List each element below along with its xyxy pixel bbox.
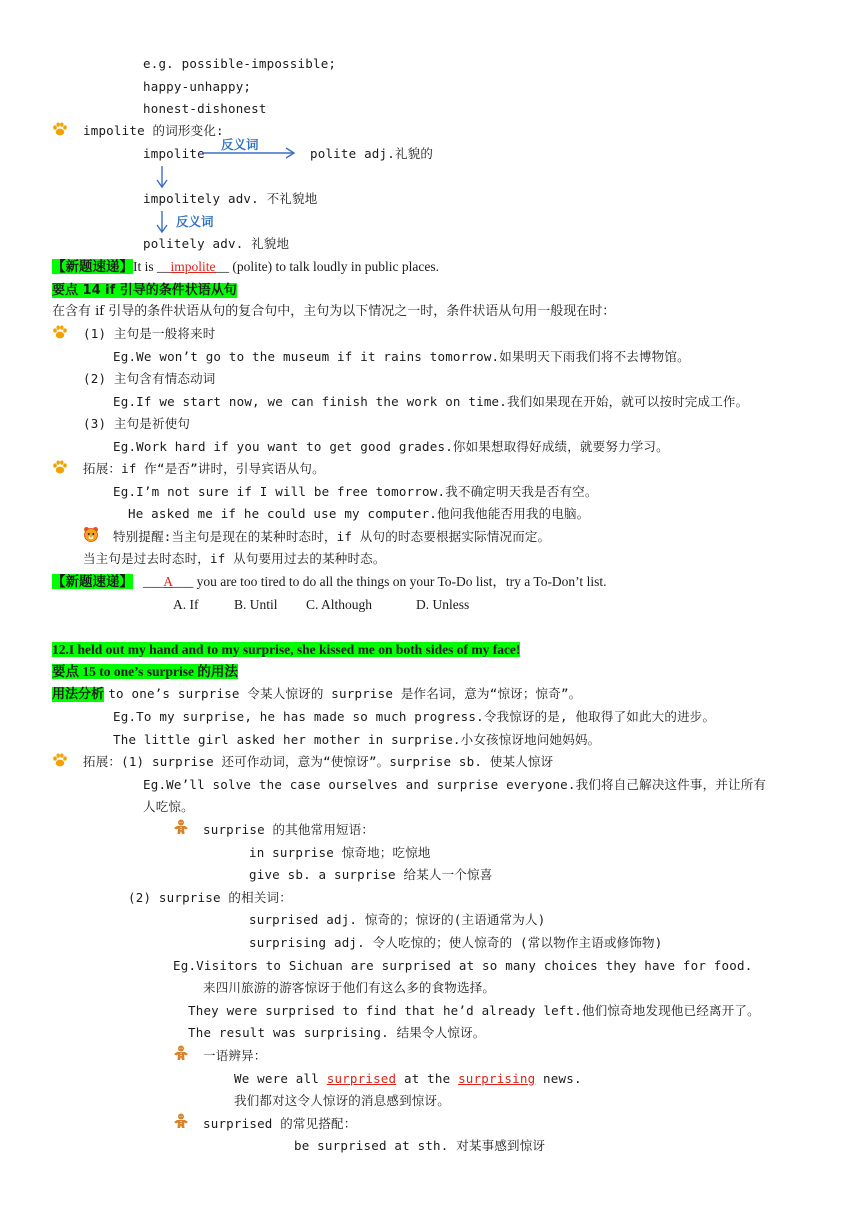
- related-word-2: surprising adj. 令人吃惊的；使人惊奇的 (常以物作主语或修饰物): [249, 935, 663, 950]
- highlight-word: surprising: [458, 1071, 536, 1086]
- example-line-3: honest-dishonest: [143, 101, 267, 116]
- answer-text: impolite: [170, 259, 216, 274]
- usage-example-1: Eg.To my surprise, he has made so much progress.令我惊讶的是, 他取得了如此大的进步。: [113, 709, 716, 724]
- paw-icon: [52, 460, 68, 474]
- special-note-2: 当主句是过去时态时，if 从句要用过去的某种时态。: [83, 551, 386, 566]
- quick-question-tag: 【新题速递】: [52, 574, 133, 589]
- highlight-word: surprised: [326, 1071, 397, 1086]
- special-note: 特别提醒:当主句是现在的某种时态时，if 从句的时态要根据实际情况而定。: [113, 529, 551, 544]
- extension-1: 拓展：if 作“是否”讲时，引导宾语从句。: [83, 461, 325, 476]
- extension-2: 拓展：(1) surprise 还可作动词，意为“使惊讶”。surprise sb. 使某人惊讶: [83, 754, 554, 769]
- phrase-2: give sb. a surprise 给某人一个惊喜: [249, 867, 493, 882]
- related-example-2: They were surprised to find that he’d already left.他们惊奇地发现他已经离开了。: [188, 1003, 760, 1018]
- word-forms-heading: impolite 的词形变化:: [83, 123, 224, 138]
- gingerbread-icon: [173, 1113, 189, 1129]
- form-impolite: impolite: [143, 146, 205, 161]
- antonym-label: 反义词: [176, 214, 214, 229]
- quick-question-1: 【新题速递】It is __impolite__ (polite) to talk loudly in public places.: [52, 259, 439, 274]
- paw-icon: [52, 325, 68, 339]
- gingerbread-icon: [173, 819, 189, 835]
- section-heading-15: 要点 15 to one’s surprise 的用法: [52, 664, 238, 679]
- related-example-3: The result was surprising. 结果令人惊讶。: [188, 1025, 486, 1040]
- down-arrow-icon: [154, 210, 170, 234]
- related-words-title: (2) surprise 的相关词：: [128, 890, 292, 905]
- option-b: B. Until: [234, 597, 278, 612]
- related-word-1: surprised adj. 惊奇的；惊讶的(主语通常为人): [249, 912, 546, 927]
- distinction-cn: 我们都对这令人惊讶的消息感到惊讶。: [234, 1093, 450, 1108]
- example-line-2: happy-unhappy;: [143, 79, 252, 94]
- usage-example-2: The little girl asked her mother in surprise.小女孩惊讶地问她妈妈。: [113, 732, 601, 747]
- example-line-1: e.g. possible-impossible;: [143, 56, 337, 71]
- case-3: (3) 主句是祈使句: [83, 416, 191, 431]
- section-heading-14: 要点 14 if 引导的条件状语从句: [52, 283, 237, 298]
- extension-2-example-cont: 人吃惊。: [143, 799, 194, 814]
- phrases-title: surprise 的其他常用短语：: [203, 822, 375, 837]
- case-2-example: Eg.If we start now, we can finish the work on time.我们如果现在开始，就可以按时完成工作。: [113, 394, 749, 409]
- form-politely: politely adv. 礼貌地: [143, 236, 290, 251]
- antonym-label: 反义词: [221, 137, 259, 152]
- form-impolitely: impolitely adv. 不礼貌地: [143, 191, 318, 206]
- right-arrow-icon: [200, 145, 300, 161]
- answer-text: A: [163, 574, 173, 589]
- section-intro: 在含有 if 引导的条件状语从句的复合句中，主句为以下情况之一时，条件状语从句用一般现在时：: [52, 304, 616, 319]
- down-arrow-icon: [154, 165, 170, 189]
- sentence-12: 12.I held out my hand and to my surprise, she kissed me on both sides of my face!: [52, 642, 521, 657]
- form-polite: polite adj.礼貌的: [310, 146, 434, 161]
- collocations-title: surprised 的常见搭配：: [203, 1116, 357, 1131]
- related-example-1: Eg.Visitors to Sichuan are surprised at so many choices they have for food.: [173, 958, 753, 973]
- related-example-1-cn: 来四川旅游的游客惊讶于他们有这么多的食物选择。: [203, 980, 496, 995]
- case-2: (2) 主句含有情态动词: [83, 371, 216, 386]
- extension-1-example-1: Eg.I’m not sure if I will be free tomorrow.我不确定明天我是否有空。: [113, 484, 598, 499]
- quick-question-tag: 【新题速递】: [52, 259, 133, 274]
- usage-analysis: 用法分析 to one’s surprise 令某人惊讶的 surprise 是作名词，意为“惊讶；惊奇”。: [52, 686, 582, 702]
- extension-2-example: Eg.We’ll solve the case ourselves and surprise everyone.我们将自己解决这件事，并让所有: [143, 777, 767, 792]
- distinction-sentence: We were all surprised at the surprising news.: [234, 1071, 582, 1086]
- tiger-face-icon: [83, 526, 99, 542]
- usage-tag: 用法分析: [52, 687, 105, 702]
- case-1: (1) 主句是一般将来时: [83, 326, 216, 341]
- gingerbread-icon: [173, 1045, 189, 1061]
- option-a: A. If: [173, 597, 199, 612]
- extension-1-example-2: He asked me if he could use my computer.他问我他能否用我的电脑。: [128, 506, 590, 521]
- collocation-1: be surprised at sth. 对某事感到惊讶: [294, 1138, 546, 1153]
- distinction-title: 一语辨异：: [203, 1048, 267, 1063]
- paw-icon: [52, 753, 68, 767]
- option-c: C. Although: [306, 597, 373, 612]
- option-d: D. Unless: [416, 597, 470, 612]
- quick-question-2: 【新题速递】 ___A___ you are too tired to do all the things on your To-Do list，try a To-Don’t list.: [52, 574, 607, 589]
- case-3-example: Eg.Work hard if you want to get good grades.你如果想取得好成绩，就要努力学习。: [113, 439, 669, 454]
- case-1-example: Eg.We won’t go to the museum if it rains tomorrow.如果明天下雨我们将不去博物馆。: [113, 349, 690, 364]
- paw-icon: [52, 122, 68, 136]
- phrase-1: in surprise 惊奇地；吃惊地: [249, 845, 431, 860]
